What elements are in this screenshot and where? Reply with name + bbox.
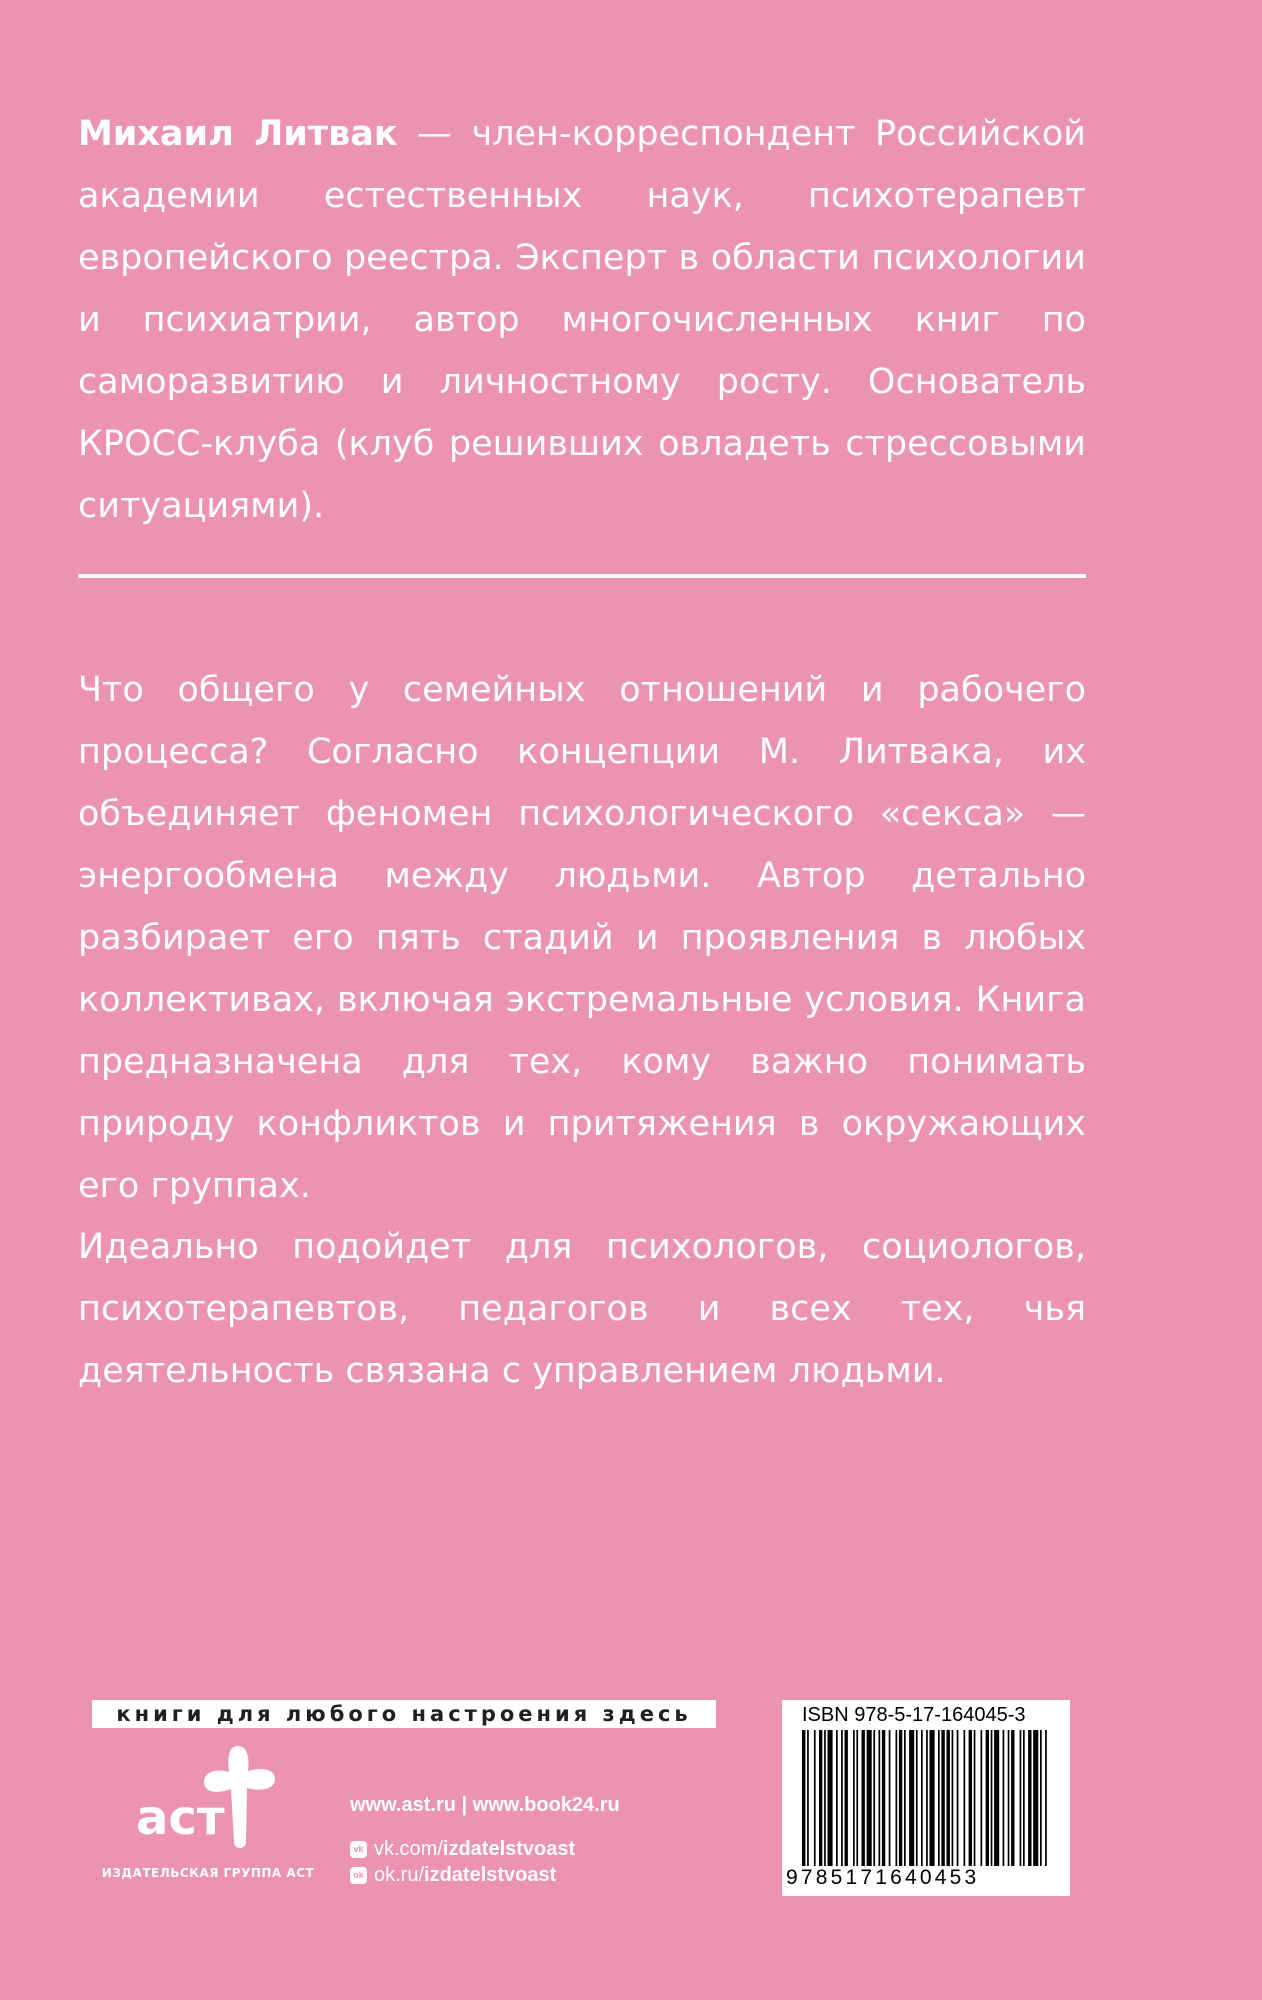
barcode-bar bbox=[909, 1730, 914, 1866]
social-handle: izdatelstvoast bbox=[424, 1864, 557, 1886]
barcode-bar bbox=[899, 1730, 902, 1866]
vk-icon: vk bbox=[350, 1841, 367, 1858]
barcode-bar bbox=[947, 1730, 950, 1866]
social-domain: ok.ru/ bbox=[374, 1864, 425, 1886]
barcode-bar bbox=[1003, 1730, 1005, 1866]
barcode-bar bbox=[807, 1730, 809, 1866]
barcode-bar bbox=[889, 1730, 891, 1866]
social-domain: vk.com/ bbox=[374, 1838, 443, 1860]
barcode-bar bbox=[974, 1730, 976, 1866]
target-audience: Идеально подойдет для психологов, социологов, психотерапевтов, педагогов и всех тех, чья деятельность связана с управлением людьми. bbox=[78, 1227, 1086, 1391]
barcode-bar bbox=[853, 1730, 855, 1866]
isbn-number: ISBN 978-5-17-164045-3 bbox=[802, 1704, 1026, 1726]
barcode-bar bbox=[921, 1730, 923, 1866]
barcode-bar bbox=[941, 1730, 944, 1866]
barcode-bar bbox=[969, 1730, 972, 1866]
barcode-bar bbox=[926, 1730, 928, 1866]
barcode-bar bbox=[856, 1730, 858, 1866]
barcode-bar bbox=[916, 1730, 918, 1866]
barcode-bar bbox=[824, 1730, 826, 1866]
barcode-bar bbox=[862, 1730, 865, 1866]
barcode-bar bbox=[1011, 1730, 1014, 1866]
ean-digits: 9785171640453 bbox=[786, 1866, 980, 1889]
barcode-bar bbox=[1028, 1730, 1031, 1866]
barcode-bar bbox=[957, 1730, 959, 1866]
tagline-banner: книги для любого настроения здесь bbox=[92, 1700, 716, 1728]
barcode-bar bbox=[841, 1730, 843, 1866]
divider bbox=[78, 574, 1086, 578]
barcode-bar bbox=[836, 1730, 838, 1866]
social-link-ok[interactable] bbox=[350, 1864, 556, 1887]
ok-icon: ok bbox=[350, 1867, 367, 1884]
book-description: Что общего у семейных отношений и рабочего процесса? Согласно концепции М. Литвака, их объединяет феномен психологического «секса» — энергообмена между людьми. Автор детально разбирает его пять стадий и проявления в любых коллективах, включая экстремальные условия. Книга предназначена для тех, кому важно понимать природу конфликтов и притяжения в окружающих его группах. bbox=[78, 670, 1086, 1206]
barcode-bar bbox=[1008, 1730, 1010, 1866]
barcode-bar bbox=[938, 1730, 940, 1866]
barcode-bar bbox=[802, 1730, 805, 1866]
barcode-panel bbox=[782, 1700, 1070, 1896]
barcode-bar bbox=[814, 1730, 816, 1866]
barcode-icon bbox=[802, 1730, 1050, 1866]
barcode-bar bbox=[986, 1730, 989, 1866]
website-links[interactable]: www.ast.ru | www.book24.ru bbox=[350, 1794, 620, 1816]
social-handle: izdatelstvoast bbox=[442, 1838, 576, 1860]
barcode-bar bbox=[879, 1730, 881, 1866]
barcode-bar bbox=[930, 1730, 935, 1866]
logo-letters: аст bbox=[136, 1790, 225, 1846]
barcode-bar bbox=[873, 1730, 875, 1866]
social-link-vk[interactable] bbox=[350, 1838, 575, 1861]
barcode-bar bbox=[867, 1730, 872, 1866]
barcode-bar bbox=[964, 1730, 966, 1866]
barcode-bar bbox=[896, 1730, 898, 1866]
barcode-bar bbox=[1023, 1730, 1025, 1866]
barcode-bar bbox=[882, 1730, 885, 1866]
barcode-bar bbox=[952, 1730, 954, 1866]
barcode-bar bbox=[1045, 1730, 1047, 1866]
author-name: Михаил Литвак bbox=[78, 114, 398, 154]
ast-logo bbox=[130, 1742, 300, 1852]
author-bio-text: — член-корреспондент Российской академии естественных наук, психотерапевт европейского реестра. Эксперт в области психологии и психиатрии, автор многочисленных книг по саморазвитию и личностному росту. Основатель КРОСС-клуба (клуб решивших овладеть стрессовыми ситуациями). bbox=[78, 114, 1086, 526]
publisher-name: ИЗДАТЕЛЬСКАЯ ГРУППА АСТ bbox=[101, 1866, 315, 1880]
barcode-bar bbox=[845, 1730, 848, 1866]
barcode-bar bbox=[1033, 1730, 1038, 1866]
barcode-bar bbox=[819, 1730, 822, 1866]
barcode-bar bbox=[828, 1730, 833, 1866]
barcode-bar bbox=[1020, 1730, 1022, 1866]
author-bio bbox=[78, 103, 1086, 537]
barcode-bar bbox=[1040, 1730, 1042, 1866]
barcode-bar bbox=[981, 1730, 983, 1866]
barcode-bar bbox=[994, 1730, 999, 1866]
barcode-bar bbox=[904, 1730, 906, 1866]
barcode-bar bbox=[991, 1730, 993, 1866]
